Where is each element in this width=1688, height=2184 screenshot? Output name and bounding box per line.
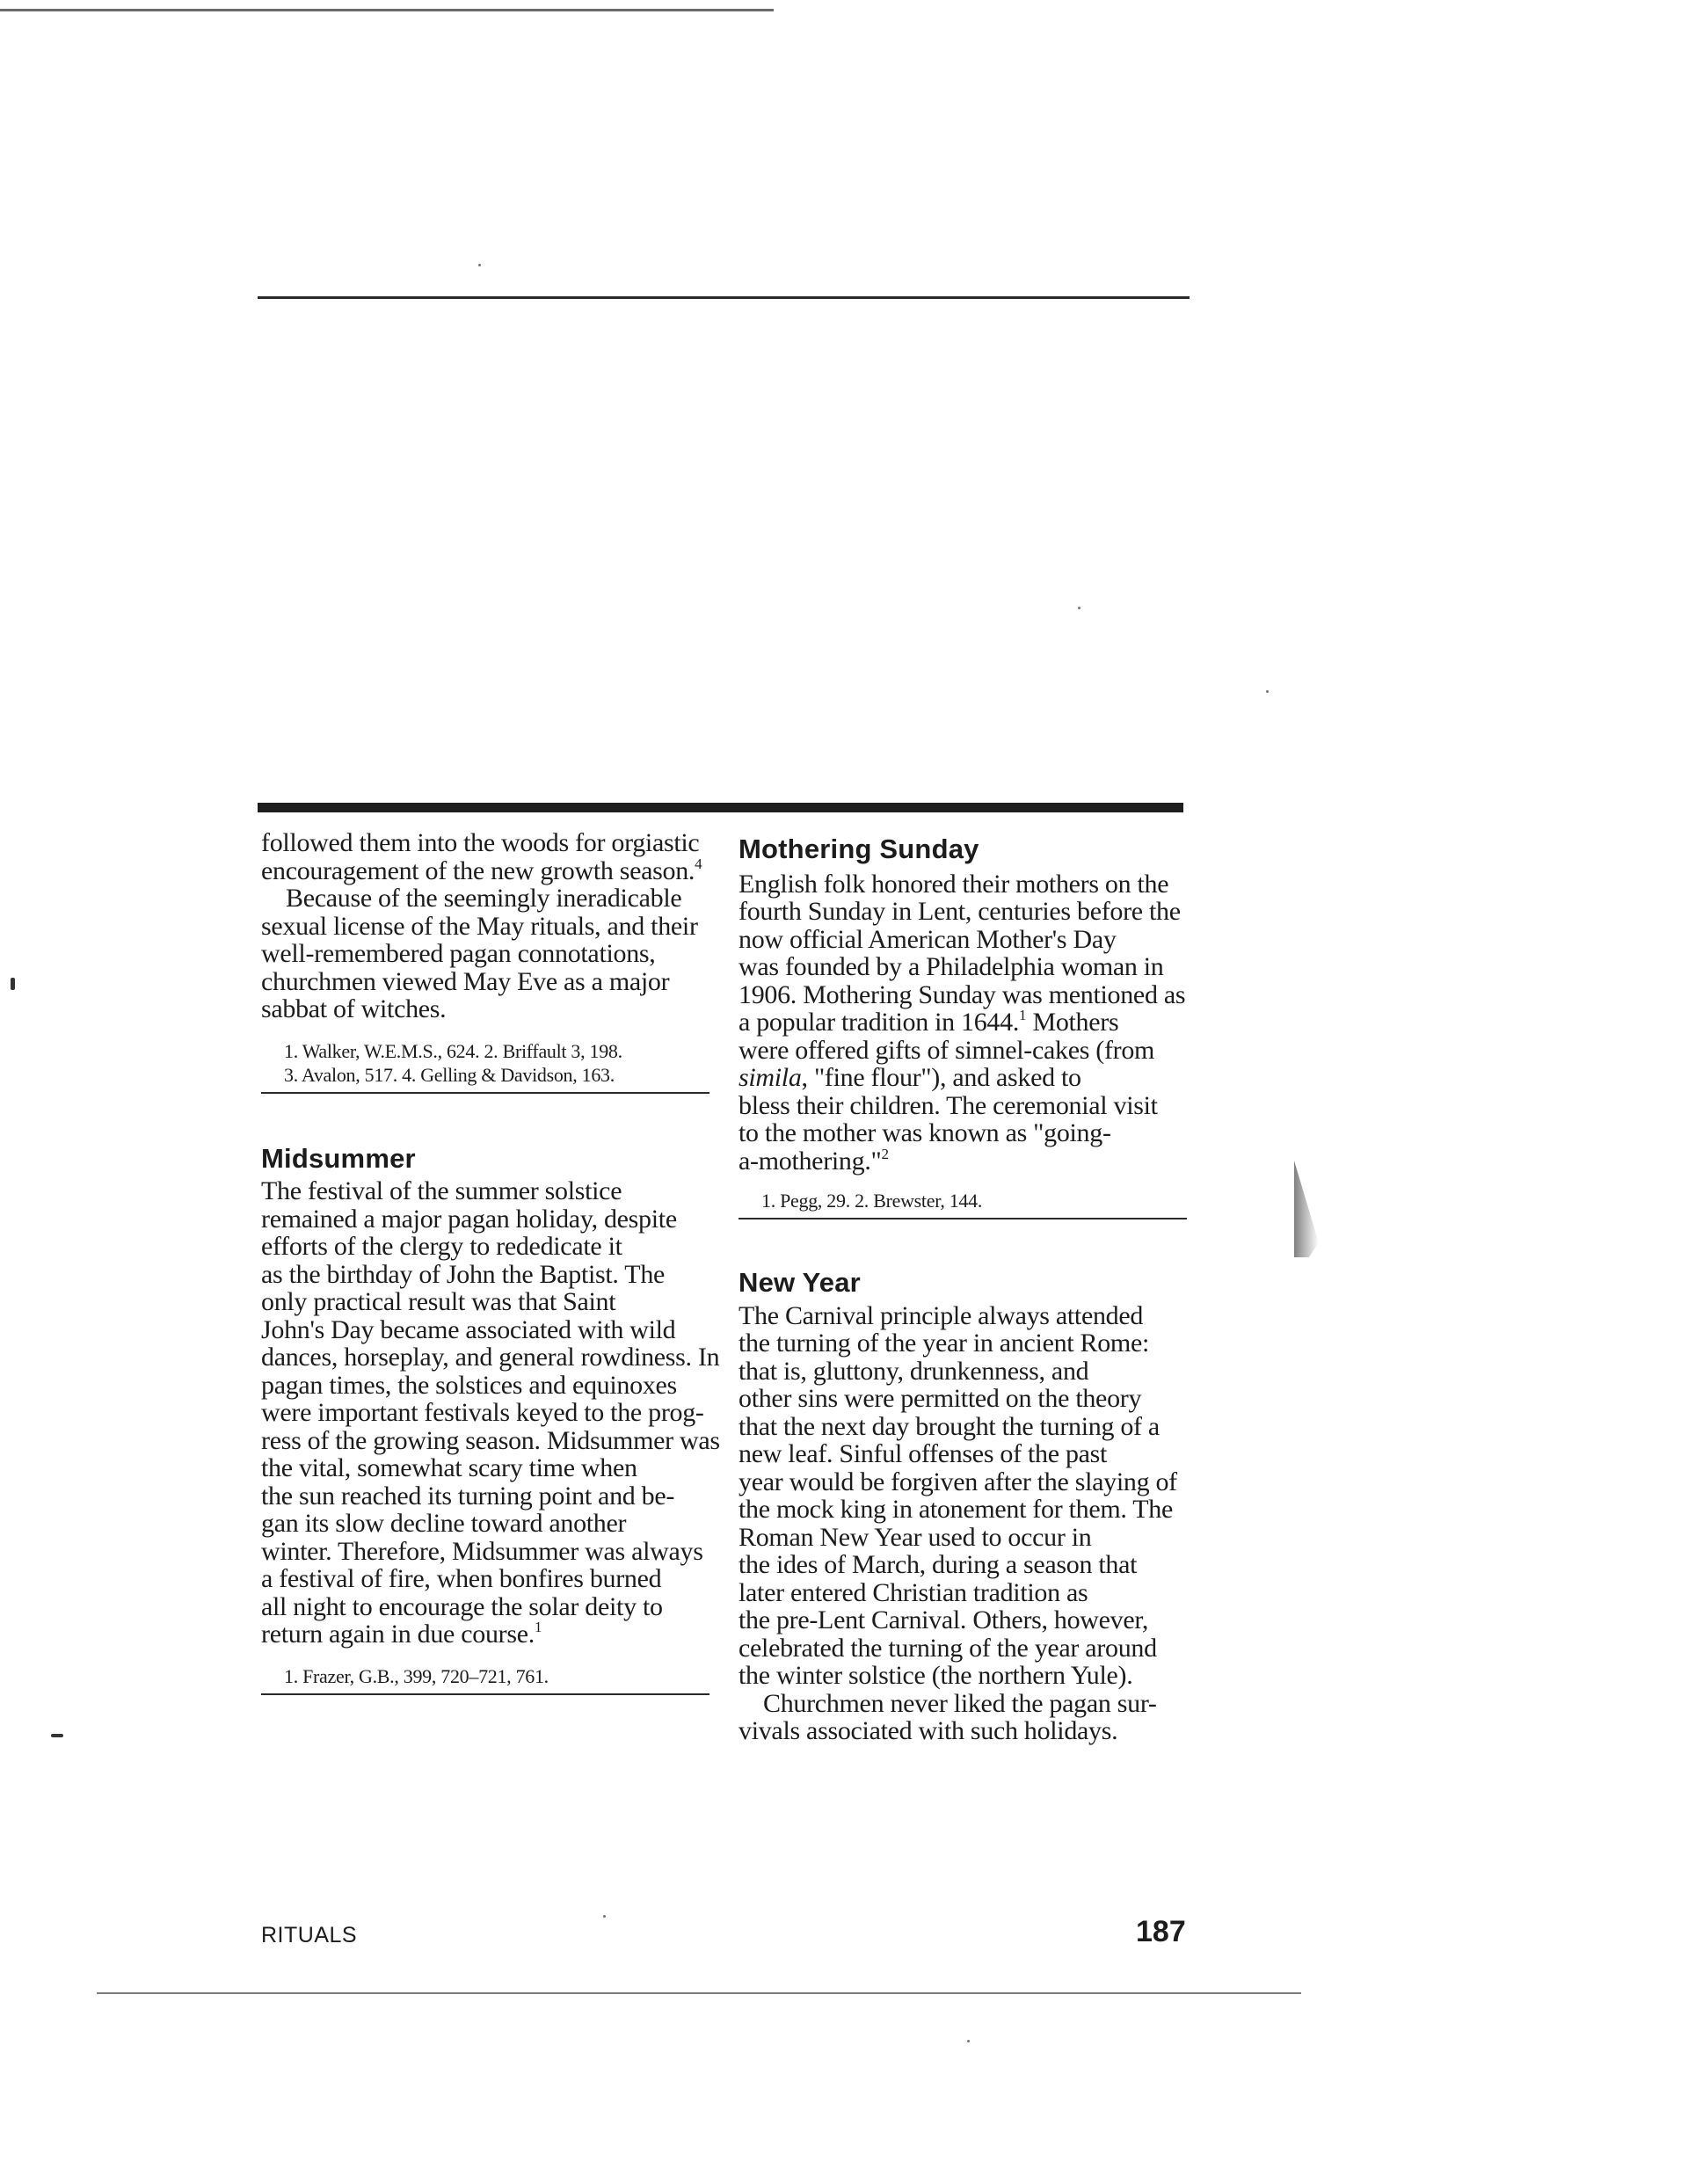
text-line: the ides of March, during a season that [738,1550,1138,1579]
text-line: Churchmen never liked the pagan sur- [763,1688,1157,1718]
footnote-line: 1. Walker, W.E.M.S., 624. 2. Briffault 3, 198. [284,1039,622,1062]
text-line: celebrated the turning of the year around [738,1633,1157,1663]
text-line: all night to encourage the solar deity to [261,1591,663,1621]
text-line: 1906. Mothering Sunday was mentioned as [738,979,1186,1009]
text-line: English folk honored their mothers on the [738,869,1169,899]
text-line: the sun reached its turning point and be- [261,1481,675,1511]
speck [967,2040,970,2042]
text-line: well-remembered pagan connotations, [261,939,656,968]
text-line: that the next day brought the turning of a [738,1411,1160,1441]
text-line: a-mothering."$^2$ [738,1145,889,1176]
text-line: gan its slow decline toward another [261,1509,627,1538]
text-line: The Carnival principle always attended [738,1300,1144,1330]
text-line: sabbat of witches. [261,994,447,1023]
text-line: sexual license of the May rituals, and their [261,911,698,941]
footnote-ref: 4 [695,855,702,872]
right-column [738,835,1187,1745]
section-rule [258,803,1183,812]
speck [1078,607,1080,609]
text-line: now official American Mother's Day [738,924,1117,954]
footnote-line: 1. Pegg, 29. 2. Brewster, 144. [761,1190,983,1212]
page-edge-shadow [1294,1161,1319,1257]
section-heading-midsummer: Midsummer [261,1142,416,1174]
text-line: the pre-Lent Carnival. Others, however, [738,1605,1149,1634]
scan-edge-top [0,9,774,11]
text-line: vivals associated with such holidays. [738,1716,1118,1745]
text-line: to the mother was known as "going- [738,1118,1111,1147]
text-line: a festival of fire, when bonfires burned [261,1564,662,1593]
speck [478,264,481,266]
footnote-ref: 1 [1019,1007,1027,1023]
notes-rule [261,1092,709,1094]
notes-rule [738,1218,1187,1219]
text-line: later entered Christian tradition as [738,1577,1088,1607]
text-line: the turning of the year in ancient Rome: [738,1329,1150,1358]
text-line: followed them into the woods for orgiastic [261,828,700,857]
left-column [261,828,720,1695]
running-footer-section: RITUALS [261,1923,358,1947]
footnote-line: 3. Avalon, 517. 4. Gelling & Davidson, 163. [284,1063,615,1086]
text-line: Because of the seemingly ineradicable [286,884,682,913]
text-line: winter. Therefore, Midsummer was always [261,1536,703,1566]
text-line: churchmen viewed May Eve as a major [261,966,670,996]
text-line: ress of the growing season. Midsummer was [261,1425,720,1455]
text-line: a popular tradition in 1644.$^1$ Mothers [738,1007,1119,1037]
footnote-line: 1. Frazer, G.B., 399, 720–721, 761. [284,1664,549,1687]
text-line: were important festivals keyed to the prog- [261,1398,704,1427]
text-line: was founded by a Philadelphia woman in [738,952,1164,981]
text-line: as the birthday of John the Baptist. The [261,1259,666,1289]
text-line: encouragement of the new growth season.$^4$ [261,855,702,885]
text-line: pagan times, the solstices and equinoxes [261,1370,677,1400]
footnote-ref: 1 [534,1619,542,1635]
text-line: simila, "fine flour"), and asked to [738,1063,1081,1092]
margin-mark [11,978,15,990]
text-line: fourth Sunday in Lent, centuries before the [738,897,1181,926]
margin-mark [51,1734,63,1737]
section-heading-mothering-sunday: Mothering Sunday [738,834,979,864]
text-line: year would be forgiven after the slaying of [738,1467,1177,1496]
text-line: dances, horseplay, and general rowdiness. In [261,1343,720,1372]
text-line: the vital, somewhat scary time when [261,1453,637,1482]
section-heading-new-year: New Year [738,1267,861,1298]
text-line: other sins were permitted on the theory [738,1384,1142,1413]
footnote-ref: 2 [881,1145,889,1162]
text-line: John's Day became associated with wild [261,1314,676,1344]
text-line: remained a major pagan holiday, despite [261,1204,677,1234]
text-line: only practical result was that Saint [261,1287,616,1316]
text-line: Roman New Year used to occur in [738,1522,1092,1552]
text-line: efforts of the clergy to rededicate it [261,1232,622,1261]
scan-edge-bottom [97,1992,1301,1994]
text-line: return again in due course.$^1$ [261,1619,542,1649]
text-line: that is, gluttony, drunkenness, and [738,1356,1089,1386]
text-line: bless their children. The ceremonial visit [738,1090,1158,1120]
speck [603,1915,606,1918]
page-number: 187 [1136,1915,1186,1948]
speck [1266,690,1269,693]
text-line: The festival of the summer solstice [261,1176,622,1205]
top-rule [258,296,1190,299]
text-line: were offered gifts of simnel-cakes (from [738,1035,1155,1065]
text-line: the mock king in atonement for them. The [738,1495,1173,1524]
text-line: new leaf. Sinful offenses of the past [738,1439,1108,1468]
notes-rule [261,1693,709,1695]
text-line: the winter solstice (the northern Yule). [738,1661,1133,1690]
